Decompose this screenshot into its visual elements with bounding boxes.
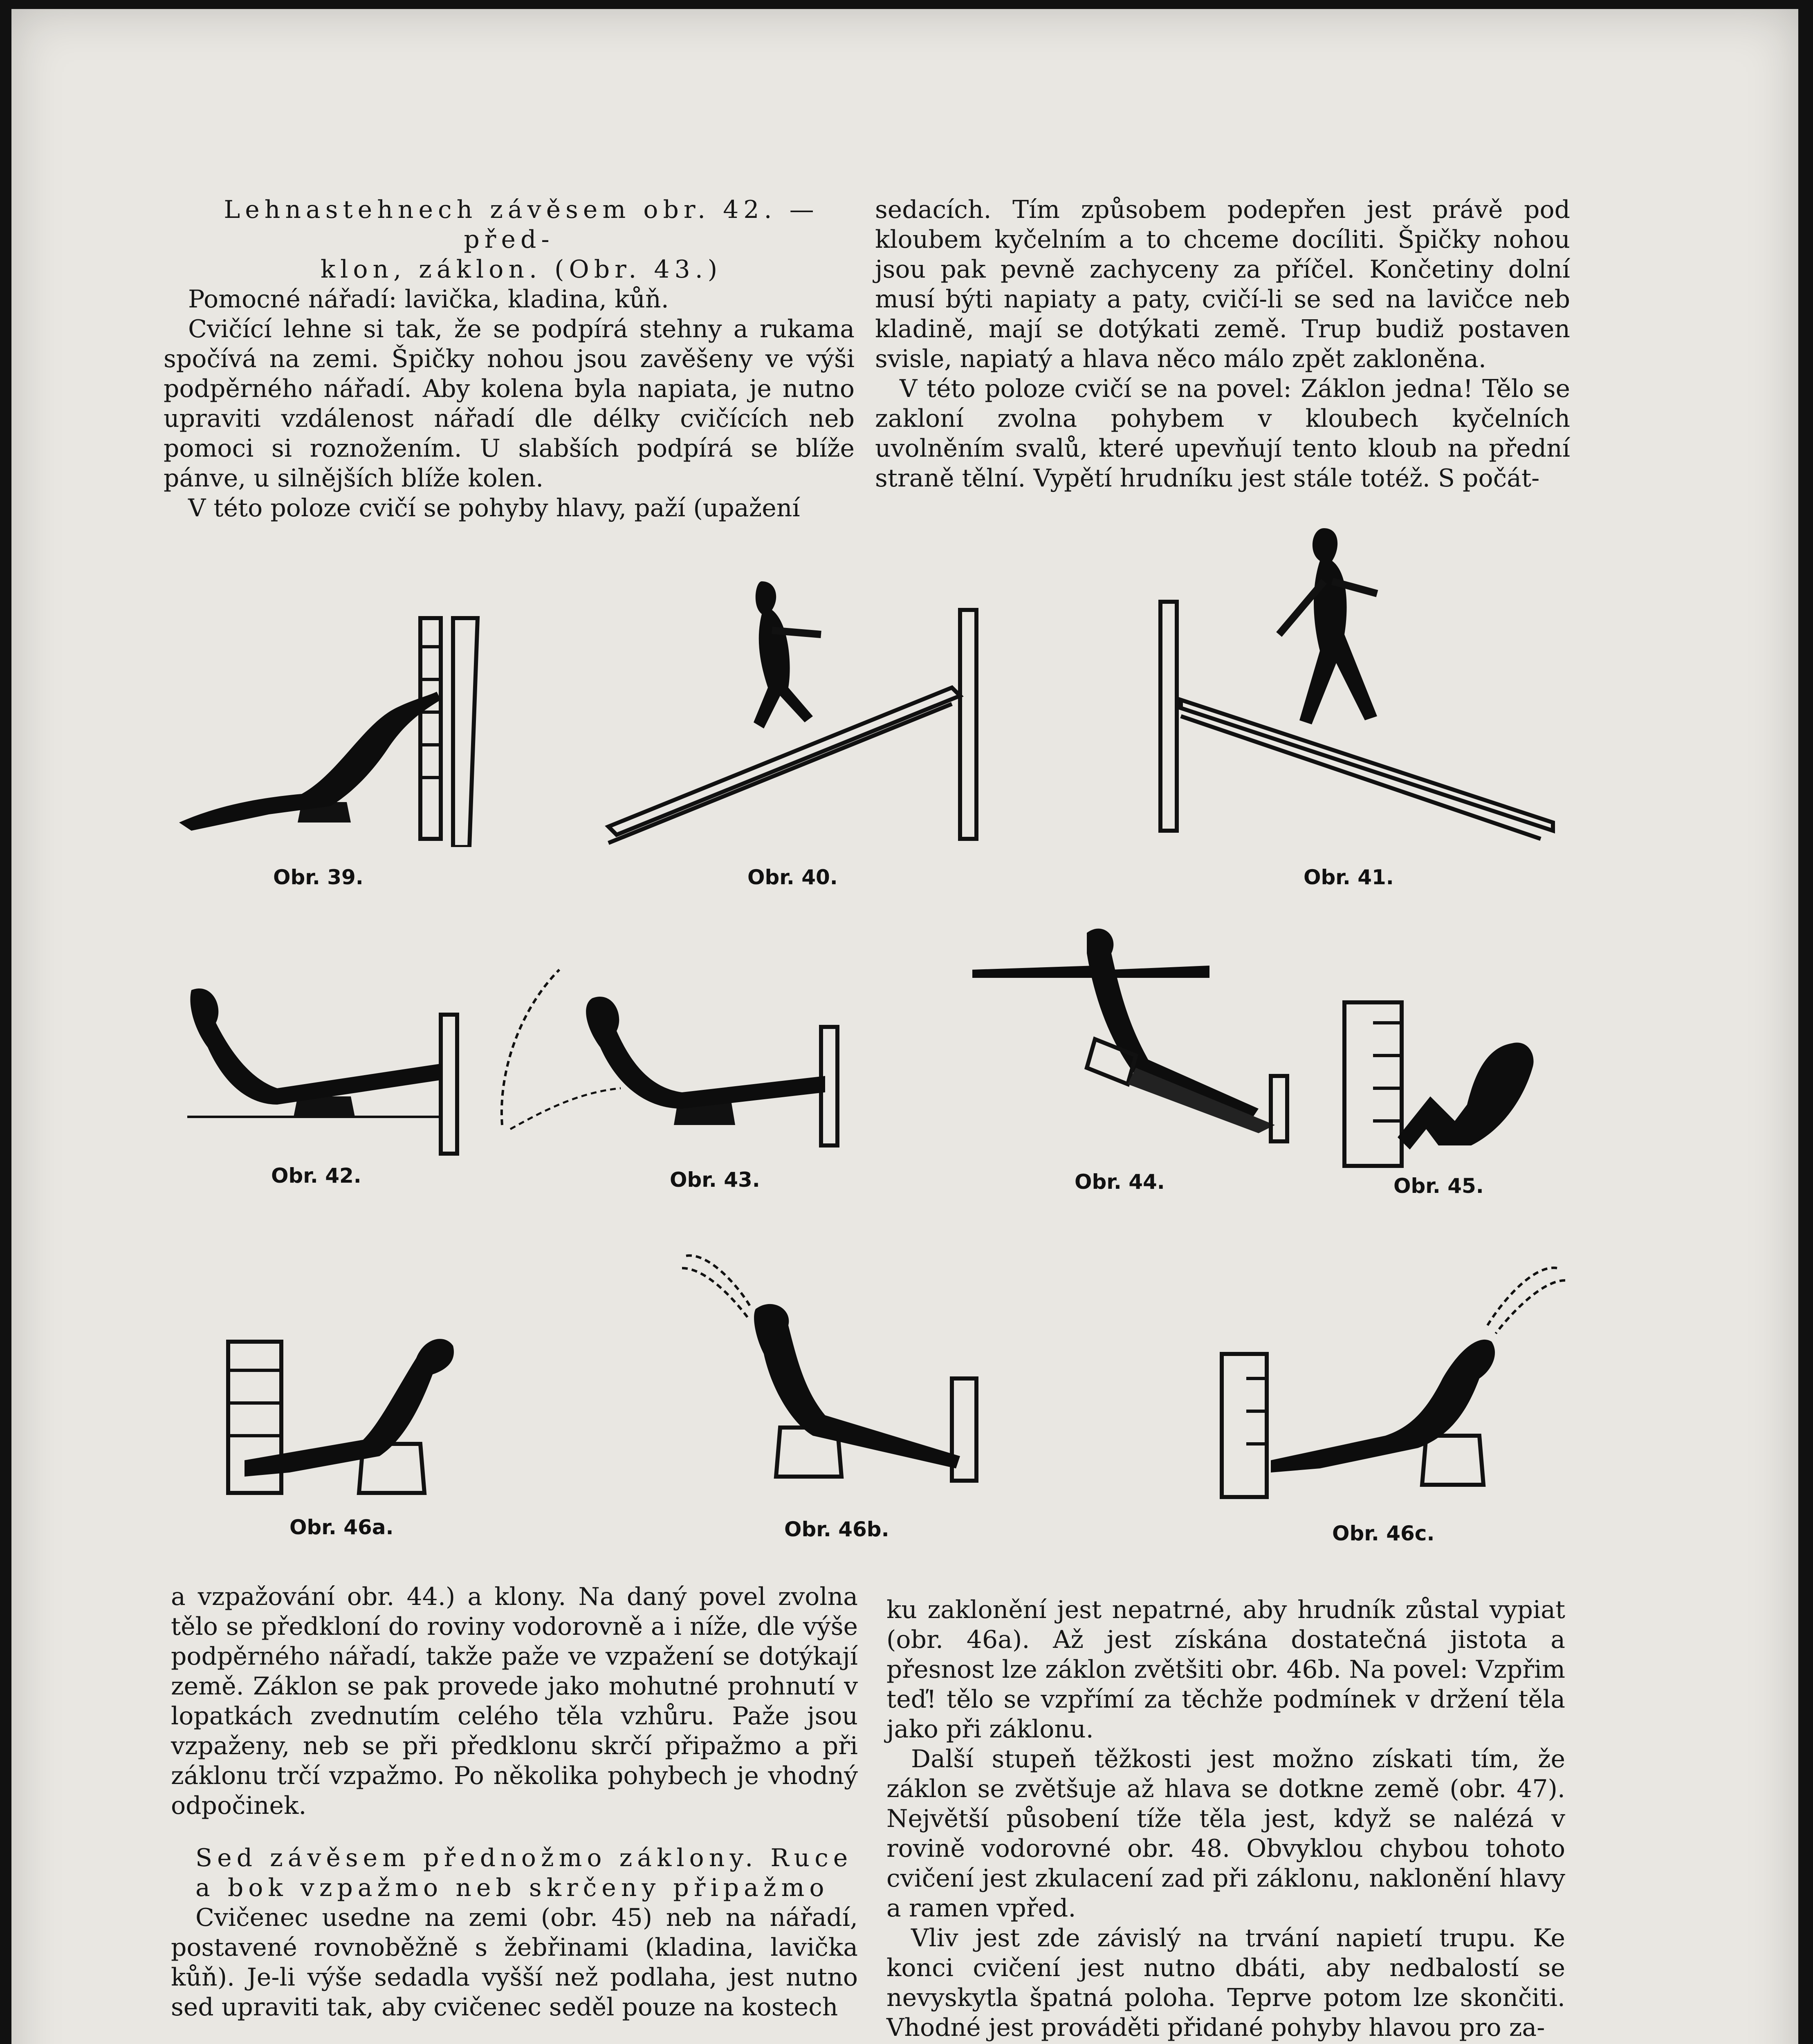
top-left-column (164, 195, 855, 523)
figure-40 (600, 581, 1050, 851)
figure-42-caption: Obr. 42. (271, 1164, 361, 1188)
figure-41-illustration (1148, 528, 1565, 847)
figure-41-caption: Obr. 41. (1304, 865, 1394, 889)
figure-39 (167, 602, 502, 847)
figure-42-illustration (187, 982, 482, 1162)
figure-40-caption: Obr. 40. (747, 865, 838, 889)
figure-43-caption: Obr. 43. (670, 1168, 760, 1192)
figure-41 (1148, 528, 1565, 847)
figure-42 (187, 982, 482, 1162)
paragraph: Další stupeň těžkosti jest možno získati tím, že záklon se zvětšuje až hlava se dotkne země (obr. 47). Největší působení tíže těla jest, když se nalézá v rovině vodorovné obr. 48. Obvyklou chybou tohoto cvičení jest zkulacení zad při záklonu, naklonění hlavy a ramen vpřed. (886, 1745, 1565, 1923)
bottom-right-column (886, 1595, 1565, 2043)
figure-45-illustration (1332, 998, 1561, 1178)
figure-44-caption: Obr. 44. (1075, 1170, 1165, 1194)
figure-43 (498, 945, 915, 1174)
paragraph: sedacích. Tím způsobem podepřen jest právě pod kloubem kyčelním a to chceme docíliti. Špičky nohou jsou pak pevně zachyceny za příčel. Končetiny dolní musí býti napiaty a paty, cvičí-li se sed na lavičce neb kladině, mají se dotýkati země. Trup budiž postaven svisle, napiatý a hlava něco málo zpět zakloněna. (875, 195, 1570, 373)
paragraph: V této poloze cvičí se pohyby hlavy, paží (upažení (188, 494, 800, 522)
figure-46b-illustration (674, 1244, 1042, 1497)
section-heading-2: Sed závěsem přednožmo záklony. Ruce (195, 1844, 853, 1872)
figure-44-illustration (964, 921, 1299, 1150)
figure-46a-caption: Obr. 46a. (289, 1515, 394, 1539)
paragraph: Vliv jest zde závislý na trvání napietí trupu. Ke konci cvičení jest nutno dbáti, aby nedbalostí se nevyskytla špatná poloha. Teprve potom lze skončiti. Vhodné jest prováděti přidané pohyby hlavou pro za- (886, 1924, 1565, 2042)
figure-44 (964, 921, 1299, 1150)
figure-46b-caption: Obr. 46b. (784, 1517, 889, 1541)
paragraph: V této poloze cvičí se na povel: Záklon jedna! Tělo se zakloní zvolna pohybem v kloubech kyčelních uvolněním svalů, které upevňují tento kloub na přední straně tělní. Vypětí hrudníku jest stále totéž. S počát- (875, 374, 1570, 493)
book-page (11, 9, 1798, 2044)
figure-45 (1332, 998, 1561, 1178)
paragraph: ku zaklonění jest nepatrné, aby hrudník zůstal vypiat (obr. 46a). Až jest získána dostatečná jistota a přesnost lze záklon zvětšiti obr. 46b. Na povel: Vzpřim teď! tělo se vzpřímí za těchže podmínek v držení těla jako při záklonu. (886, 1596, 1565, 1744)
bottom-left-column (171, 1582, 858, 2022)
section-heading-1-cont: klon, záklon. (Obr. 43.) (320, 255, 723, 284)
figure-46c-illustration (1214, 1256, 1573, 1501)
paragraph: Cvičenec usedne na zemi (obr. 45) neb na nářadí, postavené rovnoběžně s žebřinami (kladina, lavička kůň). Je-li výše sedadla vyšší než podlaha, jest nutno sed upraviti tak, aby cvičenec seděl pouze na kostech (171, 1903, 858, 2022)
tools-line: Pomocné nářadí: lavička, kladina, kůň. (188, 285, 669, 314)
section-heading-1: Lehnastehnech závěsem obr. 42. — před- (224, 195, 819, 254)
top-right-column (875, 195, 1570, 493)
figure-46a-illustration (183, 1309, 510, 1505)
figure-39-illustration (167, 602, 502, 847)
figure-45-caption: Obr. 45. (1393, 1174, 1484, 1198)
figure-39-caption: Obr. 39. (273, 865, 363, 889)
section-heading-2-cont: a bok vzpažmo neb skrčeny připažmo (195, 1874, 829, 1902)
figure-40-illustration (600, 581, 1050, 851)
figure-46a (183, 1309, 510, 1505)
figure-46b (674, 1244, 1042, 1497)
figure-46c (1214, 1256, 1573, 1501)
paragraph: Cvičící lehne si tak, že se podpírá stehny a rukama spočívá na zemi. Špičky nohou jsou zavěšeny ve výši podpěrného nářadí. Aby kolena byla napiata, je nutno upraviti vzdálenost nářadí dle délky cvičících neb pomoci si roznožením. U slabších podpírá se blíže pánve, u silnějších blíže kolen. (164, 315, 855, 493)
paragraph: a vzpažování obr. 44.) a klony. Na daný povel zvolna tělo se předkloní do roviny vodorovně a i níže, dle výše podpěrného nářadí, takže paže ve vzpažení se dotýkají země. Záklon se pak provede jako mohutné prohnutí v lopatkách zvednutím celého těla vzhůru. Paže jsou vzpaženy, neb se při předklonu skrčí připažmo a při záklonu trčí vzpažmo. Po několika pohybech je vhodný odpočinek. (171, 1582, 858, 1820)
figure-46c-caption: Obr. 46c. (1332, 1522, 1435, 1545)
figure-43-illustration (498, 945, 915, 1174)
